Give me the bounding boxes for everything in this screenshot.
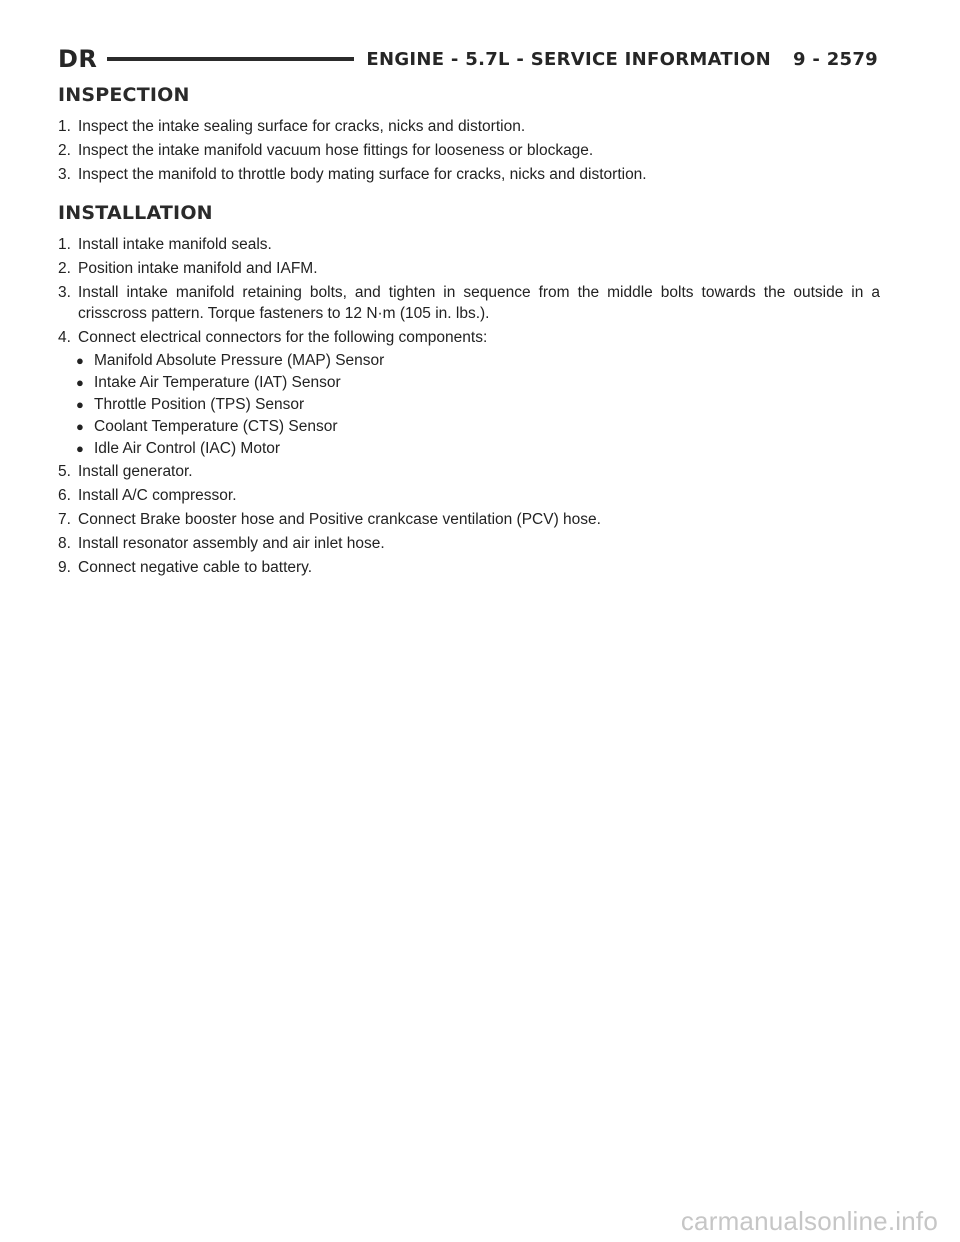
inspection-step [58,164,880,185]
step-number: 2. [58,260,71,277]
step-text: Inspect the manifold to throttle body mating surface for cracks, nicks and distortion. [78,166,647,183]
step-number: 3. [58,284,71,301]
step-number: 8. [58,535,71,552]
step-number: 9. [58,559,71,576]
component-item [76,373,880,392]
step-number: 2. [58,142,71,159]
page-content [58,84,880,581]
inspection-step [58,140,880,161]
installation-step [58,485,880,506]
component-list [76,351,880,458]
page-header [58,44,878,74]
inspection-steps [58,116,880,185]
installation-step [58,327,880,348]
component-item [76,439,880,458]
component-item [76,417,880,436]
installation-steps [58,234,880,578]
step-number: 1. [58,236,71,253]
component-name: Intake Air Temperature (IAT) Sensor [94,374,341,391]
inspection-heading: INSPECTION [58,84,190,106]
component-name: Throttle Position (TPS) Sensor [94,396,305,413]
header-rule [107,57,354,61]
step-text: Inspect the intake manifold vacuum hose fittings for looseness or blockage. [78,142,594,159]
step-number: 3. [58,166,71,183]
manual-code: DR [58,45,98,73]
bullet-icon: ● [76,419,84,434]
installation-step [58,282,880,324]
step-number: 7. [58,511,71,528]
component-item [76,351,880,370]
installation-step [58,258,880,279]
section-spacer [58,188,880,202]
step-text: Connect negative cable to battery. [78,559,313,576]
step-number: 5. [58,463,71,480]
component-name: Idle Air Control (IAC) Motor [94,440,281,457]
component-name: Coolant Temperature (CTS) Sensor [94,418,338,435]
installation-step [58,234,880,255]
step-number: 4. [58,329,71,346]
installation-step [58,533,880,554]
step-number: 6. [58,487,71,504]
step-text: Install A/C compressor. [78,487,237,504]
site-watermark: carmanualsonline.info [680,1206,938,1236]
component-name: Manifold Absolute Pressure (MAP) Sensor [94,352,385,369]
step-text: Install intake manifold seals. [78,236,272,253]
installation-step [58,557,880,578]
step-text: Install resonator assembly and air inlet hose. [78,535,385,552]
inspection-step [58,116,880,137]
installation-heading: INSTALLATION [58,202,213,224]
bullet-icon: ● [76,353,84,368]
step-number: 1. [58,118,71,135]
step-text: Install intake manifold retaining bolts, and tighten in sequence from the middle bolts towards the outside in a crisscross pattern. Torque fasteners to 12 N·m (105 in. lbs.). [78,284,880,322]
step-text: Inspect the intake sealing surface for cracks, nicks and distortion. [78,118,526,135]
installation-step [58,461,880,482]
page-number: 9 - 2579 [792,48,878,70]
bullet-icon: ● [76,375,84,390]
component-item [76,395,880,414]
bullet-icon: ● [76,397,84,412]
step-text: Install generator. [78,463,193,480]
step-text: Connect electrical connectors for the following components: [78,329,488,346]
bullet-icon: ● [76,441,84,456]
section-title: ENGINE - 5.7L - SERVICE INFORMATION [366,48,771,70]
installation-step [58,509,880,530]
step-text: Connect Brake booster hose and Positive crankcase ventilation (PCV) hose. [78,511,601,528]
step-text: Position intake manifold and IAFM. [78,260,318,277]
